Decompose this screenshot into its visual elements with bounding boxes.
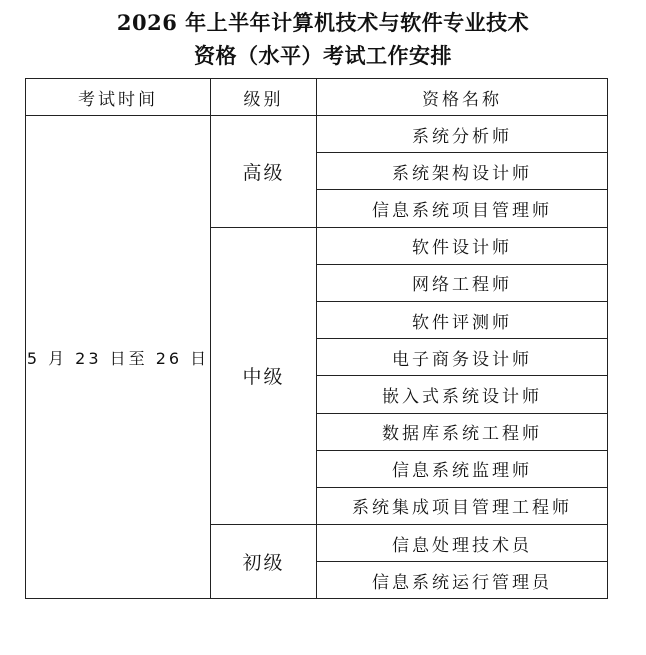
title-line-1: 2026 年上半年计算机技术与软件专业技术 (116, 10, 530, 35)
level-senior-cell: 高级 (211, 116, 317, 228)
qualification-cell: 软件评测师 (317, 301, 608, 338)
header-exam-time: 考试时间 (26, 79, 211, 116)
qualification-cell: 信息处理技术员 (317, 525, 608, 562)
qualification-cell: 系统分析师 (317, 116, 608, 153)
qualification-cell: 信息系统项目管理师 (317, 190, 608, 227)
table-row (26, 116, 608, 153)
qualification-cell: 软件设计师 (317, 227, 608, 264)
qualification-cell: 系统架构设计师 (317, 153, 608, 190)
qualification-cell: 信息系统运行管理员 (317, 562, 608, 599)
level-junior-cell: 初级 (211, 525, 317, 599)
exam-time-cell: 5 月 23 日至 26 日 (26, 116, 211, 599)
qualification-cell: 电子商务设计师 (317, 339, 608, 376)
header-qualification-name: 资格名称 (317, 79, 608, 116)
qualification-cell: 网络工程师 (317, 264, 608, 301)
qualification-cell: 嵌入式系统设计师 (317, 376, 608, 413)
title-line-2: 资格（水平）考试工作安排 (194, 43, 452, 68)
exam-schedule-table (25, 78, 608, 599)
table-header-row (26, 79, 608, 116)
header-level: 级别 (211, 79, 317, 116)
qualification-cell: 信息系统监理师 (317, 450, 608, 487)
document-title (0, 6, 646, 72)
qualification-cell: 数据库系统工程师 (317, 413, 608, 450)
level-intermediate-cell: 中级 (211, 227, 317, 525)
qualification-cell: 系统集成项目管理工程师 (317, 487, 608, 524)
